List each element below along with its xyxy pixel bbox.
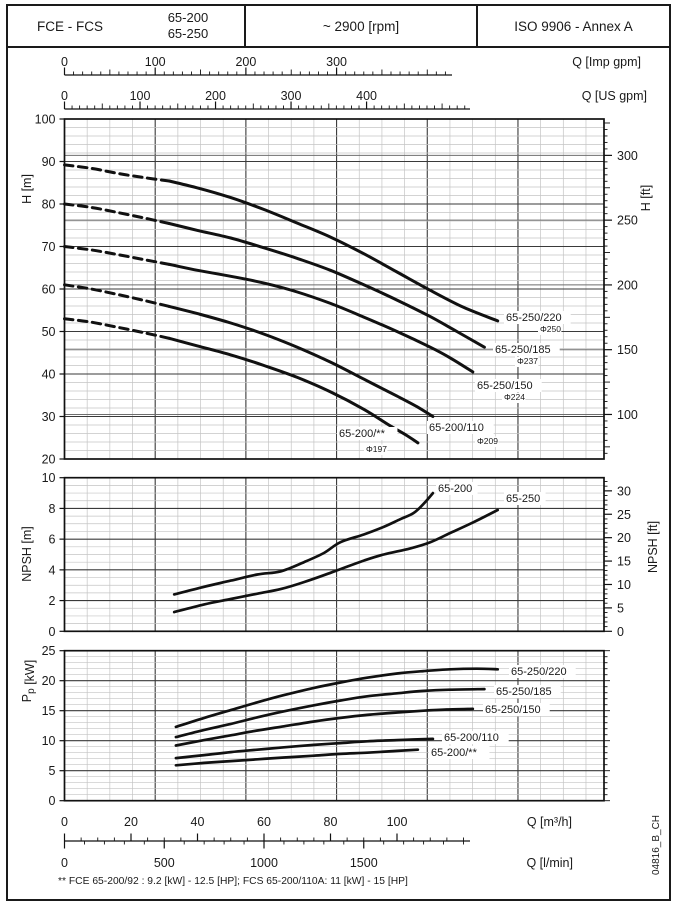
curve-label: Φ250	[540, 324, 561, 334]
axis-tick-label: 40	[41, 367, 56, 382]
axis-tick-label: 20	[41, 674, 56, 689]
axis-tick-label: 60	[41, 282, 56, 297]
axis-tick-label: 4	[48, 563, 56, 578]
axis-tick-label: 500	[153, 856, 175, 870]
pump-model-1: 65-200	[167, 10, 209, 26]
curve-label: 65-250/185	[496, 686, 552, 698]
axis-tick-label: 250	[617, 213, 638, 228]
curve-label: 65-200/110	[429, 422, 484, 434]
axis-tick-label: 0	[48, 794, 56, 809]
axis-tick-label: 2	[48, 594, 56, 609]
axis-tick-label: 0	[61, 55, 68, 69]
curve-label: 65-200/110	[444, 732, 499, 744]
axis-tick-label: 100	[144, 55, 166, 69]
y-axis-title-right: NPSH [ft]	[646, 520, 660, 574]
curve-label: Φ224	[504, 392, 525, 402]
axis-tick-label: 300	[326, 55, 348, 69]
y-axis-title: H [m]	[20, 174, 34, 204]
drawing-code: 04816_B_CH	[651, 814, 662, 876]
curve-label: 65-200/**	[431, 747, 477, 759]
axis-tick-label: 0	[48, 624, 56, 639]
pump-model-2: 65-250	[167, 26, 209, 41]
axis-tick-label: 1000	[250, 856, 278, 870]
axis-tick-label: 20	[124, 815, 138, 829]
curve-label: 65-200	[438, 483, 473, 495]
curve-dashed-65-250/150	[65, 247, 170, 265]
axis-title-m3h: Q [m³/h]	[526, 815, 572, 829]
axis-tick-label: 5	[48, 764, 56, 779]
curve-label: 65-200/**	[339, 428, 385, 440]
axis-title-lmin: Q [l/min]	[526, 856, 573, 870]
curve-label: 65-250/150	[485, 704, 541, 716]
footnote: ** FCE 65-200/92 : 9.2 [kW] - 12.5 [HP]; FCS 65-200/110A: 11 [kW] - 15 [HP]	[58, 876, 408, 887]
curve-label: Φ197	[366, 444, 387, 454]
axis-tick-label: 150	[617, 343, 638, 358]
axis-tick-label: 200	[205, 89, 226, 103]
curve-65-250/220	[169, 181, 498, 321]
curve-dashed-65-200/110	[65, 285, 170, 307]
y-axis-title-right: H [ft]	[639, 184, 653, 212]
pump-type: FCE - FCS	[36, 18, 103, 34]
axis-tick-label: 1500	[349, 856, 378, 870]
axis-tick-label: 10	[41, 734, 56, 749]
test-standard: ISO 9906 - Annex A	[514, 18, 633, 34]
curve-label: Φ209	[477, 436, 498, 446]
axis-title-imp: Q [Imp gpm]	[572, 55, 641, 69]
axis-tick-label: 70	[41, 240, 56, 254]
pump-speed: ~ 2900 [rpm]	[322, 18, 400, 34]
axis-tick-label: 200	[617, 278, 638, 293]
axis-title-us: Q [US gpm]	[581, 89, 647, 103]
axis-tick-label: 300	[280, 89, 302, 103]
axis-tick-label: 50	[41, 325, 56, 339]
axis-tick-label: 0	[61, 815, 68, 829]
axis-tick-label: 15	[617, 554, 631, 569]
axis-tick-label: 60	[257, 815, 271, 829]
curve-label: 65-250	[506, 493, 541, 505]
curve-65-250	[174, 510, 498, 612]
axis-tick-label: 10	[617, 577, 631, 592]
axis-tick-label: 80	[323, 815, 338, 829]
axis-tick-label: 25	[617, 507, 631, 522]
axis-tick-label: 20	[41, 452, 56, 467]
axis-tick-label: 100	[617, 407, 638, 422]
axis-tick-label: 20	[617, 531, 631, 546]
axis-tick-label: 6	[48, 532, 56, 547]
axis-tick-label: 200	[235, 55, 257, 69]
curve-label: 65-250/150	[477, 380, 533, 392]
axis-tick-label: 30	[617, 484, 631, 499]
axis-tick-label: 10	[41, 471, 56, 486]
axis-tick-label: 80	[41, 197, 56, 212]
axis-tick-label: 100	[386, 815, 408, 829]
axis-tick-label: 0	[61, 89, 68, 103]
y-axis-title: NPSH [m]	[20, 526, 34, 582]
axis-tick-label: 15	[41, 704, 56, 719]
axis-tick-label: 300	[617, 148, 638, 163]
curve-label: 65-250/220	[506, 312, 562, 324]
axis-tick-label: 0	[61, 856, 68, 870]
axis-tick-label: 100	[34, 112, 56, 127]
axis-tick-label: 100	[129, 89, 151, 103]
axis-tick-label: 30	[41, 410, 56, 424]
curve-dashed-65-200/**	[65, 319, 170, 339]
curve-label: Φ237	[517, 356, 538, 366]
y-axis-title: $P_p$ [kW]	[20, 659, 37, 703]
axis-tick-label: 400	[356, 89, 377, 103]
axis-tick-label: 90	[41, 155, 56, 169]
axis-tick-label: 25	[41, 644, 56, 659]
curve-label: 65-250/220	[511, 666, 567, 678]
axis-tick-label: 5	[617, 601, 624, 616]
axis-tick-label: 0	[617, 624, 624, 639]
axis-tick-label: 8	[48, 501, 56, 516]
curve-label: 65-250/185	[495, 344, 551, 356]
axis-tick-label: 40	[190, 815, 205, 829]
